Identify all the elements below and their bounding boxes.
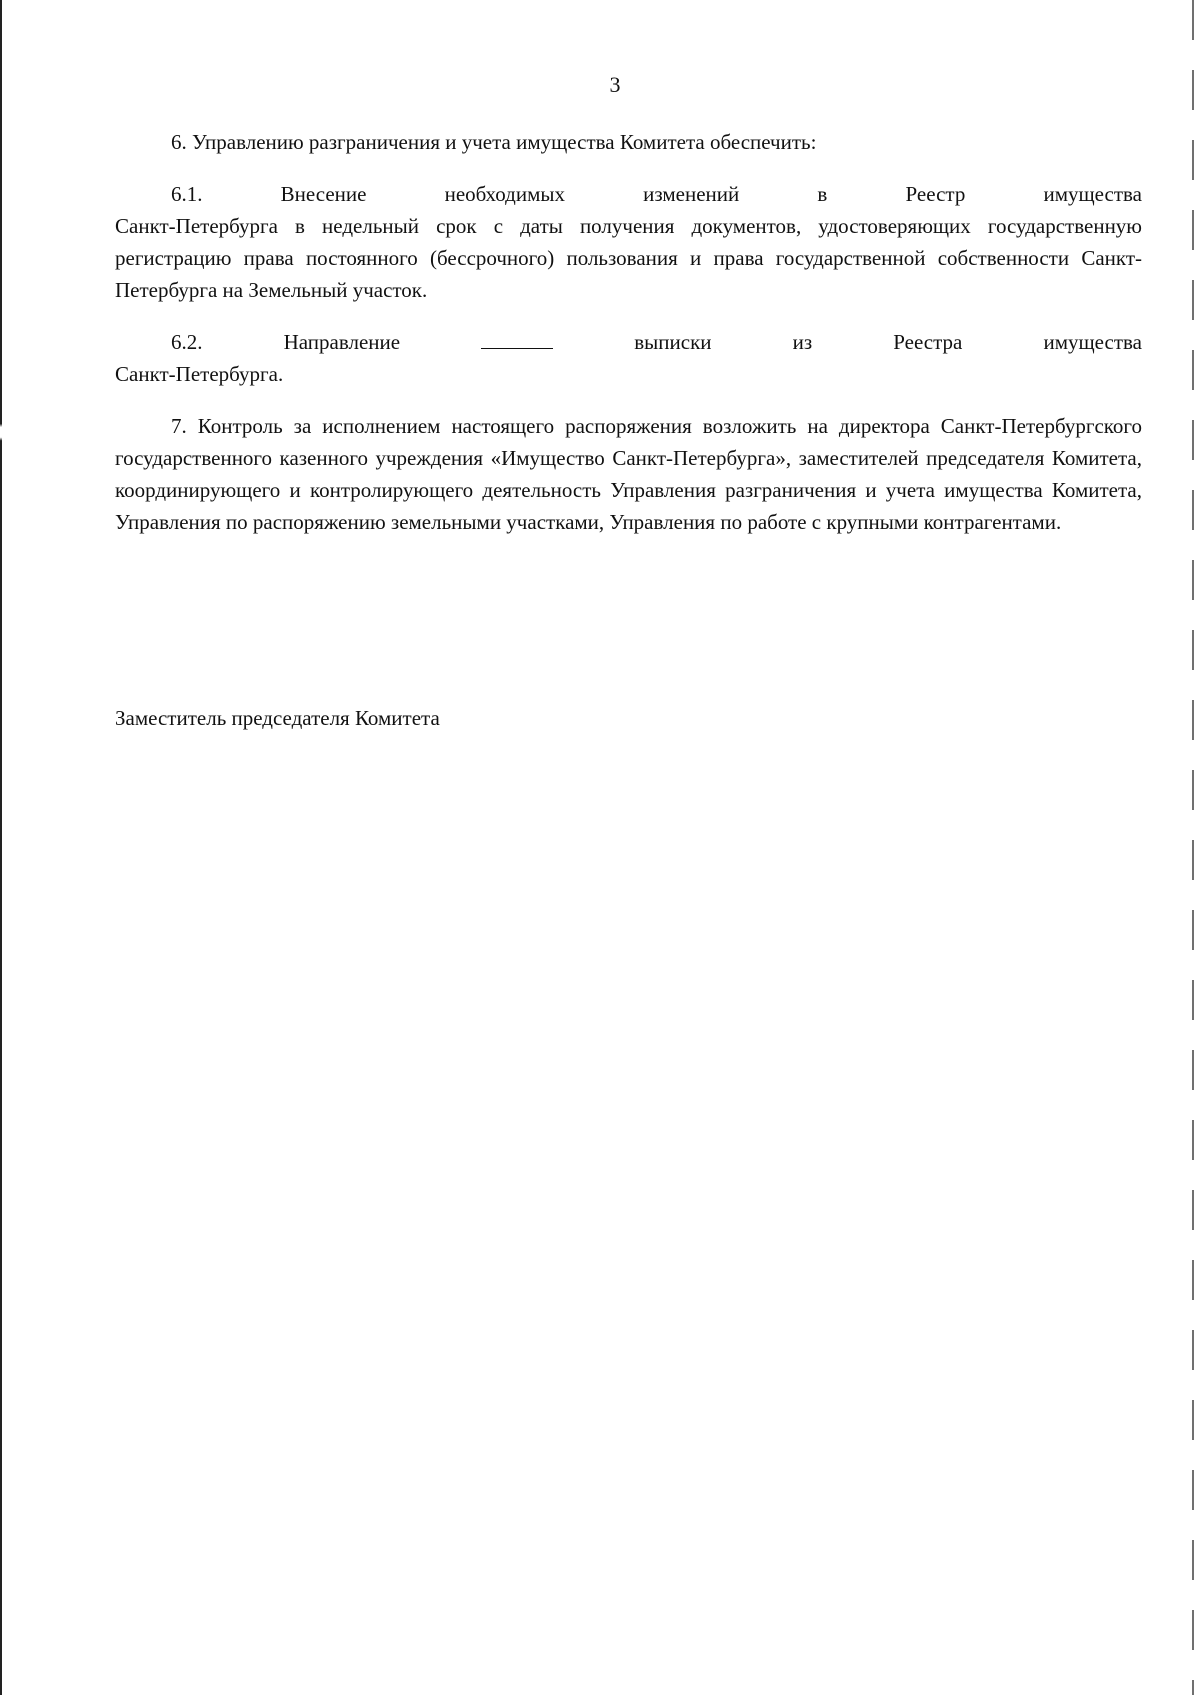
document-body xyxy=(115,126,1142,558)
paragraph-6: 6. Управлению разграничения и учета имущества Комитета обеспечить: xyxy=(171,130,817,154)
word: в xyxy=(817,182,828,206)
word: выписки xyxy=(634,330,712,354)
word: Реестра xyxy=(893,330,963,354)
word: из xyxy=(792,330,813,354)
word: 6.1. xyxy=(171,182,203,206)
blank-underline xyxy=(481,326,553,349)
paragraph-6-2 xyxy=(115,326,1142,390)
word: Реестр xyxy=(905,182,966,206)
scan-edge-right xyxy=(1192,0,1194,1695)
paragraph-6-2-rest: Санкт-Петербурга. xyxy=(115,362,284,386)
paragraph-6-1 xyxy=(115,178,1142,306)
scan-edge-left xyxy=(0,0,2,1695)
signature-line: Заместитель председателя Комитета xyxy=(115,706,440,730)
paragraph-6-1-first-line xyxy=(115,178,1142,210)
paragraph-6-1-rest: Санкт-Петербурга в недельный срок с даты получения документов, удостоверяющих государственную регистрацию права постоянного (бессрочного) пользования и права государственной собственности Санкт-Петербурга на Земельный участок. xyxy=(115,214,1142,302)
word: имущества xyxy=(1043,330,1142,354)
word: Направление xyxy=(283,330,401,354)
word: Внесение xyxy=(280,182,367,206)
word: необходимых xyxy=(444,182,565,206)
word: имущества xyxy=(1043,182,1142,206)
page-number: 3 xyxy=(609,72,621,97)
word: изменений xyxy=(643,182,740,206)
word: 6.2. xyxy=(171,330,203,354)
paragraph-7: 7. Контроль за исполнением настоящего распоряжения возложить на директора Санкт-Петербургского государственного казенного учреждения «Имущество Санкт-Петербурга», заместителей председателя Комитета, координирующего и контролирующего деятельность Управления разграничения и учета имущества Комитета, Управления по распоряжению земельными участками, Управления по работе с крупными контрагентами. xyxy=(115,414,1142,534)
paragraph-6-2-first-line xyxy=(115,326,1142,358)
